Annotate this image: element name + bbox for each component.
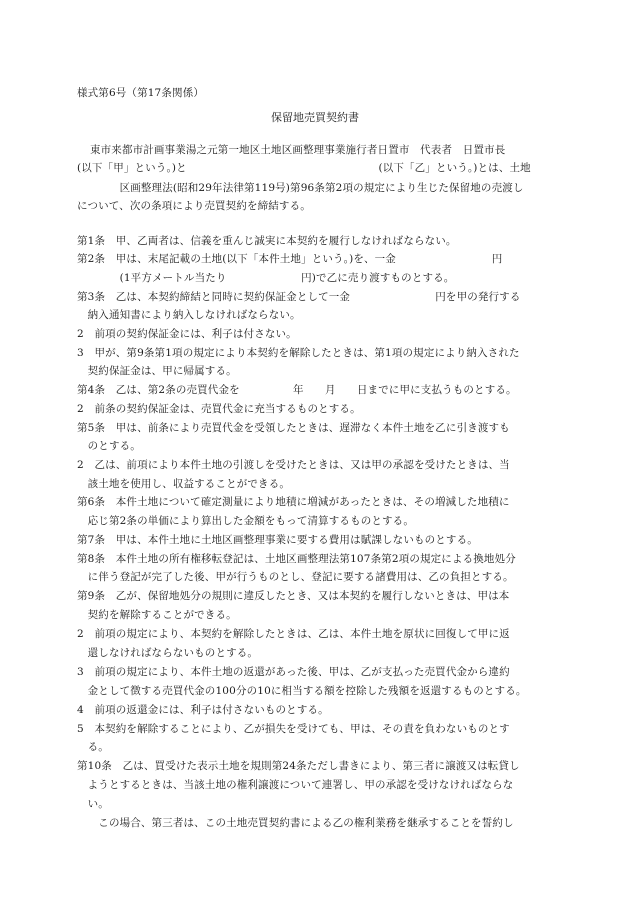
- preamble-line: (以下「甲」という。)と (以下「乙」という。)とは、土地: [77, 162, 531, 174]
- article-line: 5 本契約を解除することにより、乙が損失を受けても、甲は、その責を負わないものとす: [77, 723, 510, 735]
- article-line: 第6条 本件土地について確定測量により地積に増減があったときは、その増減した地積に: [77, 496, 510, 508]
- article-line: 第8条 本件土地の所有権移転登記は、土地区画整理法第107条第2項の規定による換地処分: [77, 553, 516, 565]
- article-line: 第3条 乙は、本契約締結と同時に契約保証金として一金 円を甲の発行する: [77, 291, 521, 303]
- document-title: 保留地売買契約書: [271, 111, 359, 124]
- article-line: (1平方メートル当たり 円)で乙に売り渡すものとする。: [77, 272, 455, 284]
- article-line: 2 前項の規定により、本契約を解除したときは、乙は、本件土地を原状に回復して甲に返: [77, 628, 510, 640]
- article-line: 2 前項の契約保証金には、利子は付さない。: [77, 328, 297, 340]
- article-line: い。: [77, 798, 109, 810]
- article-line: 還しなければならないものとする。: [77, 647, 259, 659]
- article-line: 2 乙は、前項により本件土地の引渡しを受けたときは、又は甲の承認を受けたときは、当: [77, 459, 510, 471]
- article-line: 第10条 乙は、買受けた表示土地を規則第24条ただし書きにより、第三者に譲渡又は転貸し: [77, 760, 520, 772]
- article-line: 3 甲が、第9条第1項の規定により本契約を解除したときは、第1項の規定により納入された: [77, 347, 520, 359]
- article-line: のとする。: [77, 440, 141, 452]
- article-line: 応じ第2条の単価により算出した金額をもって清算するものとする。: [77, 515, 414, 527]
- article-line: る。: [77, 741, 109, 753]
- article-line: 2 前条の契約保証金は、売買代金に充当するものとする。: [77, 403, 361, 415]
- article-line: 第1条 甲、乙両者は、信義を重んじ誠実に本契約を履行しなければならない。: [77, 235, 457, 247]
- article-line: に伴う登記が完了した後、甲が行うものとし、登記に要する諸費用は、乙の負担とする。: [77, 571, 514, 583]
- article-line: 第4条 乙は、第2条の売買代金を 年 月 日までに甲に支払うものとする。: [77, 384, 517, 396]
- article-line: 3 前項の規定により、本件土地の返還があった後、甲は、乙が支払った売買代金から違約: [77, 666, 510, 678]
- article-line: 第9条 乙が、保留地処分の規則に違反したとき、又は本契約を履行しないときは、甲は本: [77, 590, 510, 602]
- article-line: 契約保証金は、甲に帰属する。: [77, 365, 237, 377]
- article-line: 第5条 甲は、前条により売買代金を受領したときは、遅滞なく本件土地を乙に引き渡すも: [77, 422, 510, 434]
- preamble-line: 東市来都市計画事業湯之元第一地区土地区画整理事業施行者日置市 代表者 日置市長: [90, 144, 506, 156]
- article-line: 金として徴する売買代金の100分の10に相当する額を控除した残額を返還するものとする。: [77, 685, 527, 697]
- preamble-line: について、次の条項により売買契約を締結する。: [77, 200, 311, 212]
- article-line: 4 前項の返還金には、利子は付さないものとする。: [77, 704, 329, 716]
- article-line: ようとするときは、当該土地の権利譲渡について連署し、甲の承認を受けなければならな: [77, 779, 514, 791]
- article-line: 第2条 甲は、末尾記載の土地(以下「本件土地」という。)を、一金 円: [77, 253, 503, 265]
- article-line: 該土地を使用し、収益することができる。: [77, 478, 290, 490]
- preamble-line: 区画整理法(昭和29年法律第119号)第96条第2項の規定により生じた保留地の売渡し: [77, 182, 524, 194]
- article-line: この場合、第三者は、この土地売買契約書による乙の権利業務を継承することを誓約し: [77, 817, 514, 829]
- article-line: 契約を解除することができる。: [77, 609, 237, 621]
- form-label: 様式第6号（第17条関係）: [77, 87, 204, 99]
- article-line: 納入通知書により納入しなければならない。: [77, 309, 301, 321]
- article-line: 第7条 甲は、本件土地に土地区画整理事業に要する費用は賦課しないものとする。: [77, 534, 478, 546]
